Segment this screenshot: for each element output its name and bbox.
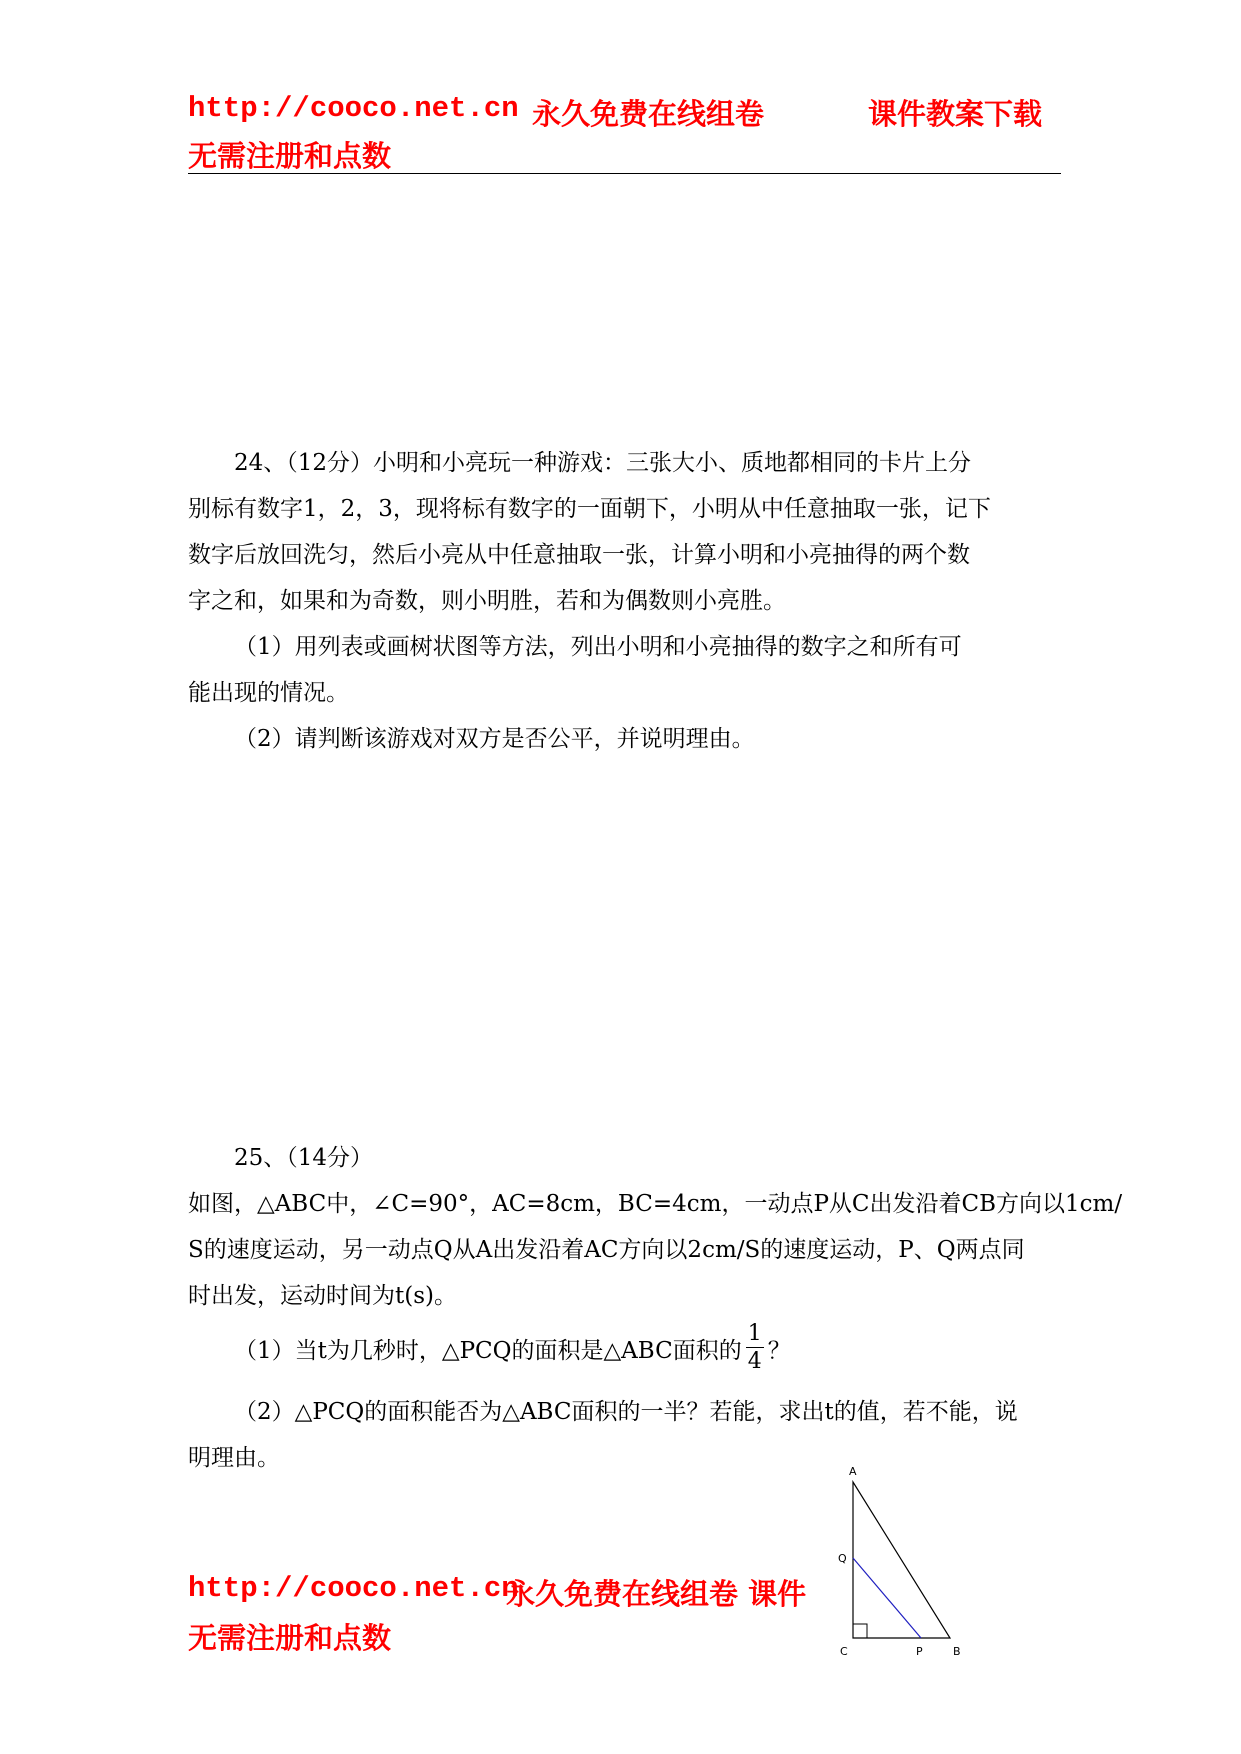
q24-line: 24、（12分）小明和小亮玩一种游戏：三张大小、质地都相同的卡片上分 — [234, 450, 972, 476]
header-tagline-2: 课件教案下载 — [868, 97, 1043, 131]
header-line-2: 无需注册和点数 — [188, 139, 392, 173]
footer-tagline: 永久免费在线组卷 课件 — [506, 1577, 807, 1611]
triangle-diagram — [820, 1462, 980, 1662]
question-24 — [188, 440, 1068, 762]
q25-line: S的速度运动，另一动点Q从A出发沿着AC方向以2cm/S的速度运动，P、Q两点同 — [188, 1237, 1025, 1263]
label-c: C — [840, 1645, 848, 1658]
q25-part1-end: ？ — [767, 1338, 791, 1364]
footer-site-link[interactable]: http://cooco.net.cn — [188, 1572, 519, 1605]
header-site-link[interactable]: http://cooco.net.cn — [188, 92, 519, 125]
q25-line: 如图，△ABC中，∠C=90°，AC=8cm，BC=4cm，一动点P从C出发沿着CB方向以1cm/ — [188, 1191, 1123, 1217]
label-b: B — [953, 1645, 961, 1658]
header-tagline-1: 永久免费在线组卷 — [532, 97, 765, 131]
q25-part1-text: （1）当t为几秒时，△PCQ的面积是△ABC面积的 — [234, 1338, 742, 1364]
fraction-numerator: 1 — [747, 1321, 762, 1346]
q25-part2-line: （2）△PCQ的面积能否为△ABC面积的一半？若能，求出t的值，若不能，说 — [234, 1399, 1018, 1425]
q24-part1-line: （1）用列表或画树状图等方法，列出小明和小亮抽得的数字之和所有可 — [234, 634, 962, 660]
question-25 — [188, 1135, 1123, 1481]
q24-line: 数字后放回洗匀，然后小亮从中任意抽取一张，计算小明和小亮抽得的两个数 — [188, 542, 970, 568]
right-angle-mark — [853, 1624, 867, 1638]
fraction-one-quarter — [746, 1323, 764, 1373]
q24-part2-line: （2）请判断该游戏对双方是否公平，并说明理由。 — [234, 726, 755, 752]
q24-line: 别标有数字1，2，3，现将标有数字的一面朝下，小明从中任意抽取一张，记下 — [188, 496, 991, 522]
footer-line-2: 无需注册和点数 — [188, 1621, 392, 1655]
q25-line: 时出发，运动时间为t(s)。 — [188, 1283, 457, 1309]
label-p: P — [916, 1645, 923, 1658]
q24-line: 字之和，如果和为奇数，则小明胜，若和为偶数则小亮胜。 — [188, 588, 786, 614]
q25-title: 25、（14分） — [234, 1145, 374, 1171]
q24-part1-line: 能出现的情况。 — [188, 680, 349, 706]
q25-part2-line: 明理由。 — [188, 1445, 280, 1471]
q25-part1 — [188, 1319, 1068, 1383]
label-a: A — [849, 1465, 857, 1478]
segment-pq — [853, 1558, 921, 1638]
label-q: Q — [838, 1552, 847, 1565]
header-divider — [188, 173, 1061, 174]
fraction-denominator: 4 — [747, 1349, 762, 1374]
triangle-figure — [820, 1462, 980, 1662]
